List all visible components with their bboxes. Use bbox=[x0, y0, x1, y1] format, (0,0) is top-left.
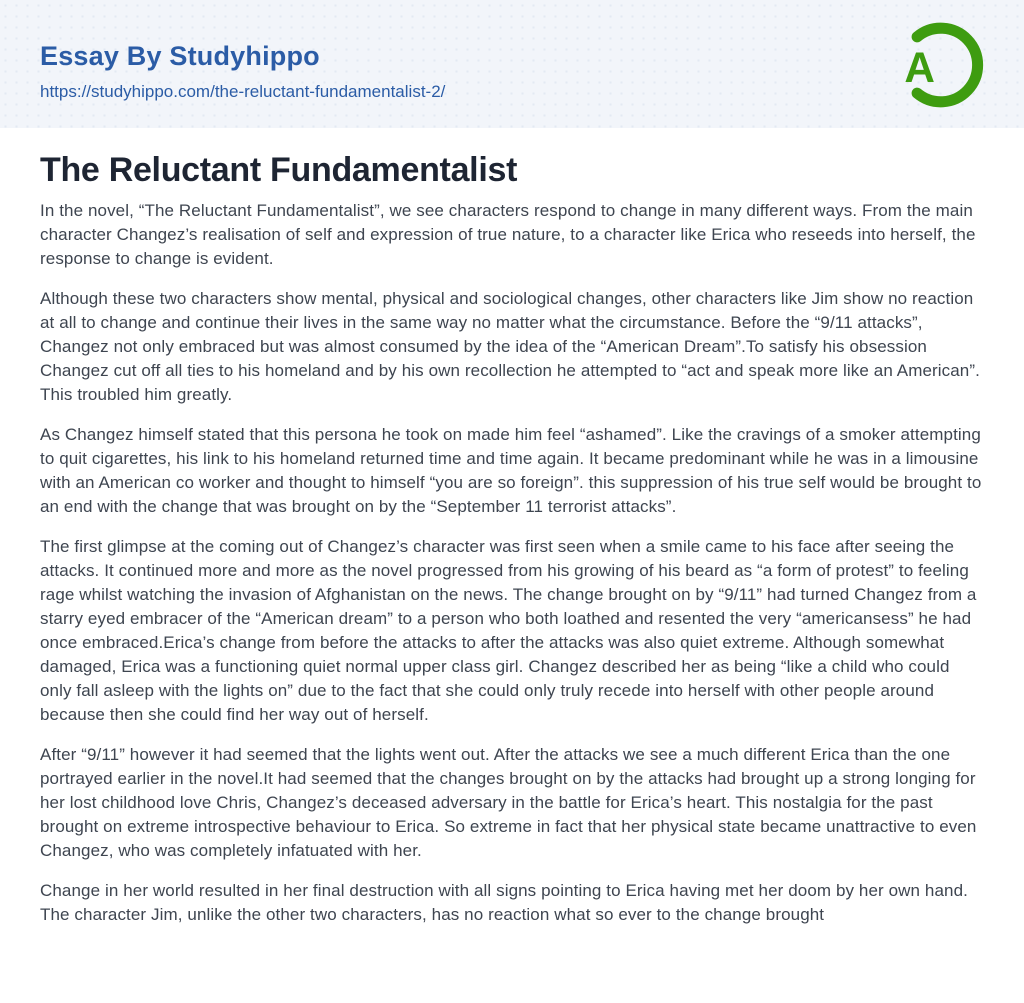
essay-paragraph: Change in her world resulted in her final destruction with all signs pointing to Erica having met her doom by her own hand. The character Jim, unlike the other two characters, has no reaction what so ever to the change brought bbox=[40, 881, 968, 924]
essay-paragraph: Although these two characters show mental, physical and sociological changes, other characters like Jim show no reaction at all to change and continue their lives in the same way no matter what the circumstance. Before the “9/11 attacks”, Changez not only embraced but was almost consumed by the idea of the “American Dream”.To satisfy his obsession Changez cut off all ties to his homeland and by his own recollection he attempted to “act and speak more like an American”. This troubled him greatly. bbox=[40, 289, 980, 404]
brand-block bbox=[40, 27, 445, 102]
brand-title: Essay By Studyhippo bbox=[40, 40, 320, 71]
essay-title: The Reluctant Fundamentalist bbox=[40, 151, 518, 189]
logo-letter: A bbox=[904, 43, 935, 91]
studyhippo-logo-icon bbox=[892, 19, 984, 111]
essay-paragraph: In the novel, “The Reluctant Fundamentalist”, we see characters respond to change in many different ways. From the main character Changez’s realisation of self and expression of true nature, to a character like Erica who reseeds into herself, the response to change is evident. bbox=[40, 201, 976, 268]
essay-body bbox=[40, 199, 984, 927]
essay-paragraph: The first glimpse at the coming out of Changez’s character was first seen when a smile came to his face after seeing the attacks. It continued more and more as the novel progressed from his growing of his beard as “a form of protest” to feeling rage whilst watching the invasion of Afghanistan on the news. The change brought on by “9/11” had turned Changez from a starry eyed embracer of the “American dream” to a person who both loathed and resented the very “americansess” he had once embraced.Erica’s change from before the attacks to after the attacks was also quiet extreme. Although somewhat damaged, Erica was a functioning quiet normal upper class girl. Changez described her as being “like a child who could only fall asleep with the lights on” due to the fact that she could only truly recede into herself with other people around because then she could find her way out of herself. bbox=[40, 537, 977, 724]
source-url-link[interactable]: https://studyhippo.com/the-reluctant-fundamentalist-2/ bbox=[40, 81, 446, 101]
header bbox=[0, 0, 1024, 128]
essay-paragraph: As Changez himself stated that this persona he took on made him feel “ashamed”. Like the cravings of a smoker attempting to quit cigarettes, his link to his homeland returned time and time again. It became predominant while he was in a limousine with an American co worker and thought to himself “you are so foreign”. this suppression of his true self would be brought to an end with the change that was brought on by the “September 11 terrorist attacks”. bbox=[40, 425, 982, 516]
essay-paragraph: After “9/11” however it had seemed that the lights went out. After the attacks we see a much different Erica than the one portrayed earlier in the novel.It had seemed that the changes brought on by the attacks had brought up a strong longing for her lost childhood love Chris, Changez’s deceased adversary in the battle for Erica’s heart. This nostalgia for the past brought on extreme introspective behaviour to Erica. So extreme in fact that her physical state became unattractive to even Changez, who was completely infatuated with her. bbox=[40, 745, 977, 860]
essay-content bbox=[0, 128, 1024, 927]
